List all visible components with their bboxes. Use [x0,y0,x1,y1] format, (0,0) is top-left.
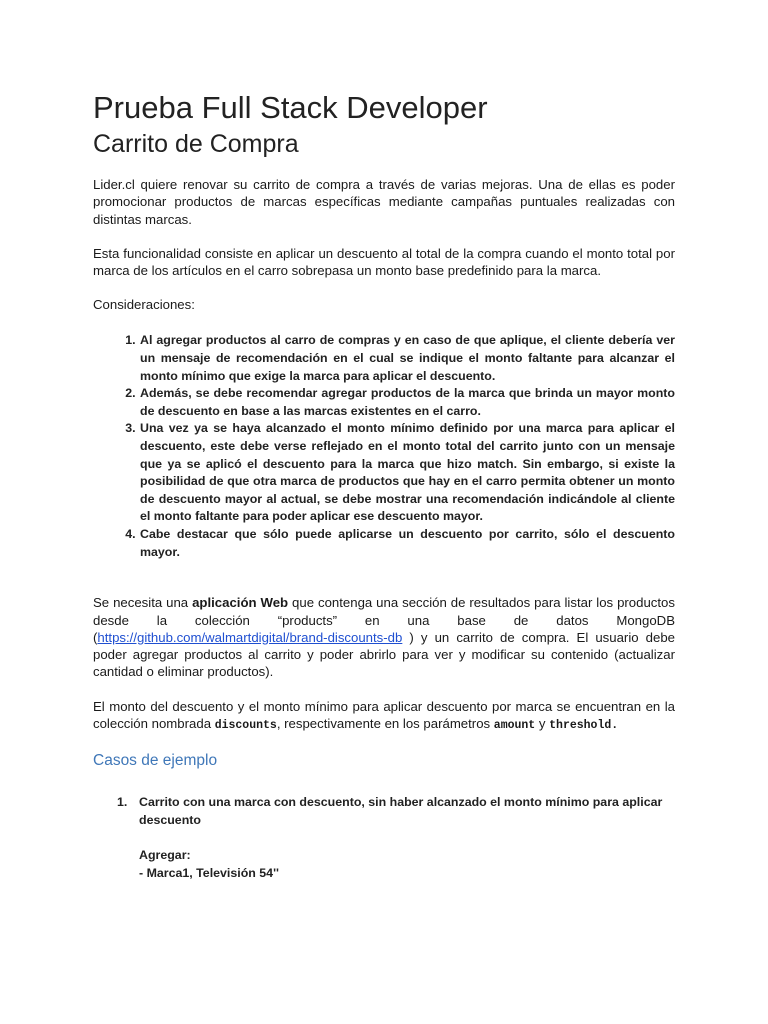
case-add-item: - Marca1, Televisión 54'' [139,866,279,881]
considerations-list [93,332,675,561]
list-item: 1. Al agregar productos al carro de compras y en caso de que aplique, el cliente debería ver un mensaje de recomendación en el cual se indique el monto faltante para alcanzar el monto mínimo que exige la marca para aplicar el descuento. [139,332,675,385]
case-number: 1. [117,795,128,810]
discount-text-3: y [535,715,550,731]
considerations-heading: Consideraciones: [93,297,195,313]
discount-paragraph [93,698,675,735]
webapp-text-3: ) y un carrito de compra. El usuario debe poder agregar productos al carrito y poder abrirlo para ver y modificar su contenido (actualizar cantidad o eliminar productos). [93,629,675,680]
case-item [93,794,675,882]
webapp-text-1: Se necesita una [93,595,193,611]
webapp-bold: aplicación Web [192,595,289,611]
discounts-code: discounts [214,718,277,732]
amount-code: amount [493,718,536,732]
document-page [93,88,675,883]
threshold-code: threshold. [549,718,619,732]
list-item: 2. Además, se debe recomendar agregar productos de la marca que brinda un mayor monto de descuento en base a las marcas existentes en el carro. [139,385,675,420]
repo-link[interactable]: https://github.com/walmartdigital/brand-discounts-db [97,629,403,645]
webapp-paragraph [93,594,675,680]
functionality-paragraph: Esta funcionalidad consiste en aplicar un descuento al total de la compra cuando el monto total por marca de los artículos en el carro sobrepasa un monto base predefinido para la marca. [93,245,675,279]
cases-heading: Casos de ejemplo [93,752,218,770]
case-description: Carrito con una marca con descuento, sin haber alcanzado el monto mínimo para aplicar descuento [139,795,663,827]
list-item: 3. Una vez ya se haya alcanzado el monto mínimo definido por una marca para aplicar el descuento, este debe verse reflejado en el monto total del carrito junto con un mensaje que ya se aplicó el descuento para la marca que hizo match. Sin embargo, si existe la posibilidad de que otra marca de productos que hay en el carro permita obtener un monto de descuento mayor al actual, se debe mostrar una recomendación indicándole al cliente el monto faltante para poder aplicar ese descuento mayor. [139,420,675,526]
case-add-label: Agregar: [139,848,191,863]
page-subtitle: Carrito de Compra [93,130,299,158]
list-item: 4. Cabe destacar que sólo puede aplicarse un descuento por carrito, sólo el descuento mayor. [139,526,675,561]
intro-paragraph: Lider.cl quiere renovar su carrito de compra a través de varias mejoras. Una de ellas es poder promocionar productos de marcas específicas mediante campañas puntuales realizadas con distintas marcas. [93,177,675,227]
discount-text-1: El monto del descuento y el monto mínimo para aplicar descuento por marca se encuentran en la colección nombrada [93,698,675,731]
discount-text-2: , respectivamente en los parámetros [276,715,494,731]
page-title: Prueba Full Stack Developer [93,90,488,125]
webapp-text-2: que contenga una sección de resultados para listar los productos desde la colección “products” en una base de datos MongoDB ( [93,595,675,645]
